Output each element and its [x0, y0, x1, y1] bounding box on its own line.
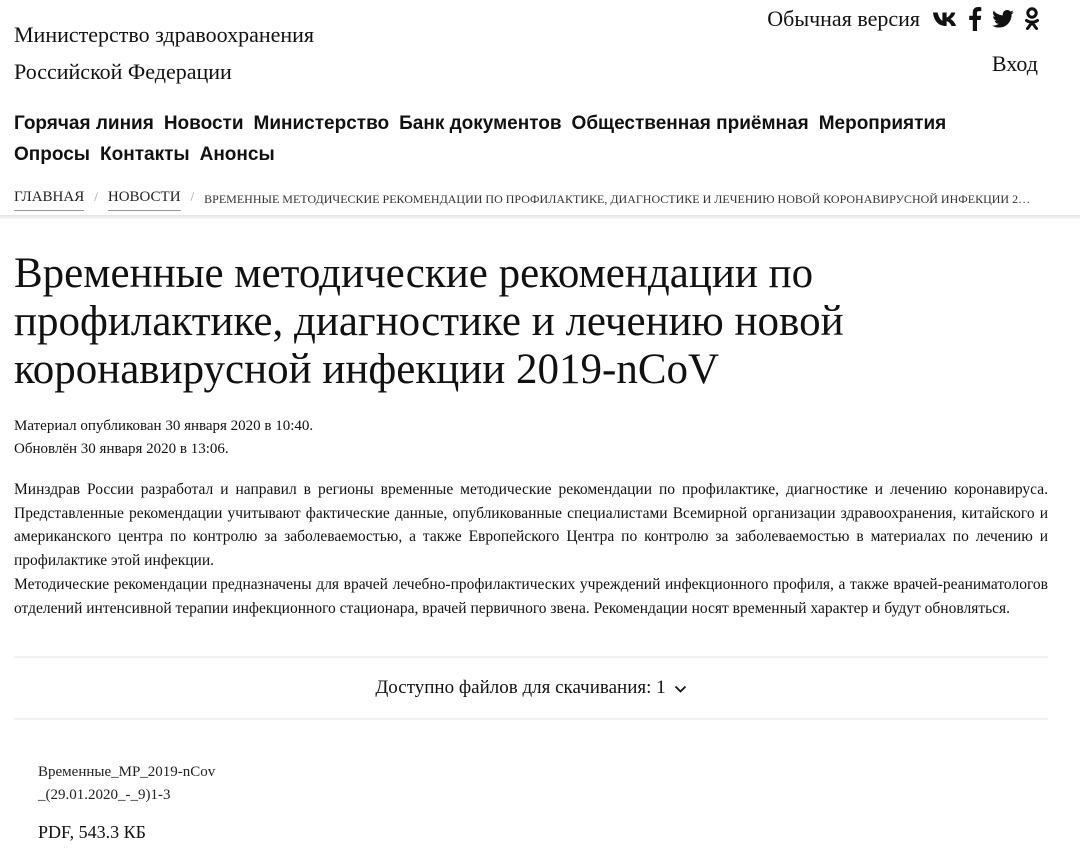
main-nav	[14, 111, 1014, 167]
breadcrumb	[14, 189, 1054, 211]
file-name-link[interactable]: Временные_МР_2019-nCov_(29.01.2020_-_9)1-3	[38, 764, 216, 803]
login-link[interactable]: Вход	[991, 51, 1038, 76]
nav-item-documents[interactable]: Банк документов	[399, 113, 562, 134]
chevron-down-icon	[674, 683, 687, 694]
breadcrumb-news[interactable]: НОВОСТИ	[108, 189, 181, 211]
breadcrumb-home[interactable]: ГЛАВНАЯ	[14, 189, 84, 211]
article-body	[14, 478, 1048, 620]
odnoklassniki-icon[interactable]	[1024, 7, 1040, 31]
header-top-right	[767, 6, 1040, 32]
header-divider	[0, 215, 1080, 219]
published-date: Материал опубликован 30 января 2020 в 10:40.	[14, 418, 314, 434]
files-toggle-label: Доступно файлов для скачивания: 1	[375, 677, 666, 698]
nav-item-ministry[interactable]: Министерство	[253, 113, 390, 134]
ministry-name-line1: Министерство здравоохранения	[14, 22, 315, 47]
vk-icon[interactable]	[932, 11, 958, 27]
nav-item-news[interactable]: Новости	[163, 113, 244, 134]
nav-item-contacts[interactable]: Контакты	[100, 144, 190, 165]
normal-version-link[interactable]: Обычная версия	[767, 6, 920, 31]
twitter-icon[interactable]	[992, 10, 1014, 28]
nav-item-public-reception[interactable]: Общественная приёмная	[571, 113, 809, 134]
ministry-name-line2: Российской Федерации	[14, 59, 232, 84]
breadcrumb-separator: /	[94, 189, 98, 204]
social-links	[932, 7, 1040, 31]
nav-item-events[interactable]: Мероприятия	[818, 113, 947, 134]
files-toggle[interactable]	[14, 656, 1048, 720]
nav-item-polls[interactable]: Опросы	[14, 144, 91, 165]
facebook-icon[interactable]	[968, 7, 982, 31]
file-meta: PDF, 543.3 КБ	[38, 822, 146, 842]
nav-item-announcements[interactable]: Анонсы	[199, 144, 275, 165]
article-paragraph: Методические рекомендации предназначены для врачей лечебно-профилактических учреждений инфекционного профиля, а также врачей-реаниматологов отделений интенсивной терапии инфекционного стационара, врачей первичного звена. Рекомендации носят временный характер и будут обновляться.	[14, 575, 1048, 617]
breadcrumb-current: ВРЕМЕННЫЕ МЕТОДИЧЕСКИЕ РЕКОМЕНДАЦИИ ПО ПРОФИЛАКТИКЕ, ДИАГНОСТИКЕ И ЛЕЧЕНИЮ НОВОЙ КОРОНАВИРУСНОЙ ИНФЕКЦИИ 2…	[204, 192, 1031, 206]
nav-item-hotline[interactable]: Горячая линия	[14, 113, 154, 134]
page-title: Временные методические рекомендации по профилактике, диагностике и лечению новой коронавирусной инфекции 2019-nCoV	[14, 250, 844, 393]
updated-date: Обновлён 30 января 2020 в 13:06.	[14, 441, 229, 457]
article-paragraph: Минздрав России разработал и направил в регионы временные методические рекомендации по профилактике, диагностике и лечению коронавируса. Представленные рекомендации учитывают фактические данные, опубликованные специалистами Всемирной организации здравоохранения, китайского и американского центра по контролю за заболеваемостью, а также Европейского Центра по контролю за заболеваемостью в материалах по лечению и профилактике этой инфекции.	[14, 481, 1048, 570]
breadcrumb-separator: /	[190, 189, 195, 204]
